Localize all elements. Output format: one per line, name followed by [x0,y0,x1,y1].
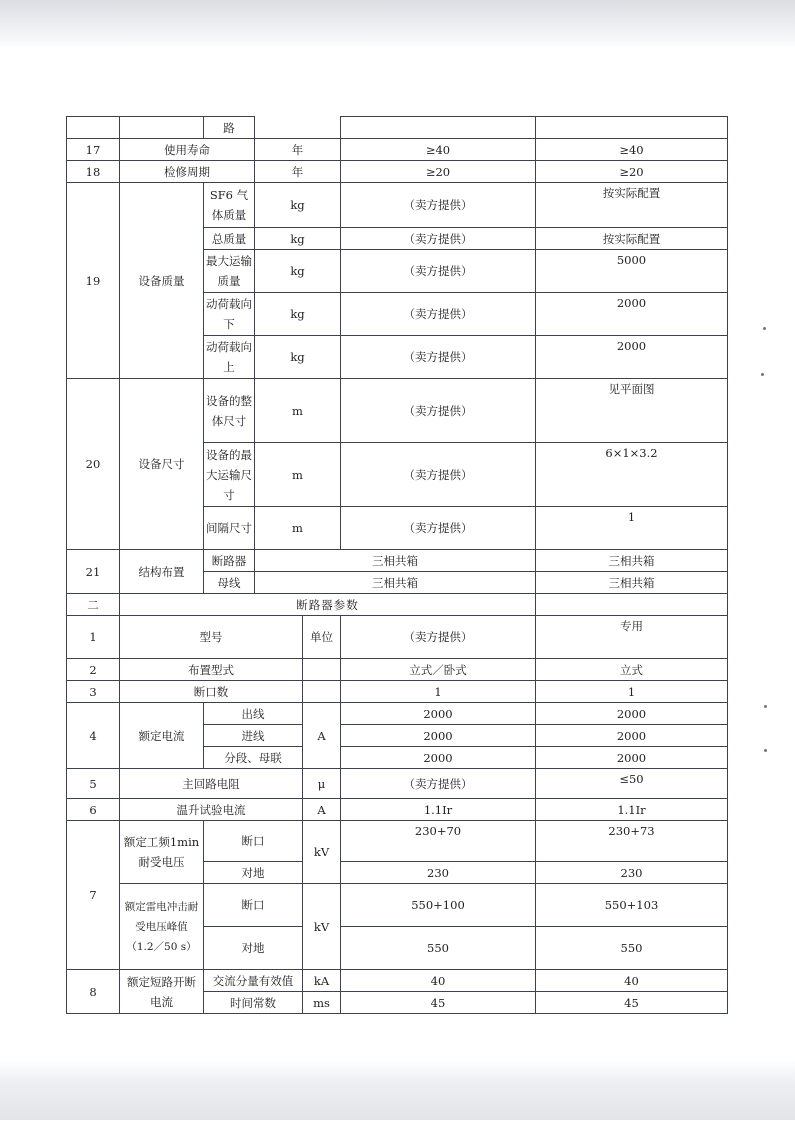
required-value: （卖方提供） [341,293,536,336]
item-name: 额定电流 [120,703,204,769]
unit-cell: 年 [255,161,341,183]
required-value: 三相共箱 [255,572,536,594]
spec-table [66,116,728,1014]
sub-item-cell: 时间常数 [204,992,303,1014]
offered-value: 按实际配置 [536,183,728,228]
row-number: 21 [67,550,120,594]
offered-value: 230 [536,862,728,884]
sub-item-cell: 母线 [204,572,255,594]
unit-cell: kg [255,293,341,336]
table-row [67,884,728,927]
table-row [67,769,728,799]
table-row [67,659,728,681]
unit-cell: kg [255,336,341,379]
required-value: 45 [341,992,536,1014]
row-number: 19 [67,183,120,379]
sub-item-cell: 路 [204,117,255,139]
required-value: 三相共箱 [255,550,536,572]
row-number: 5 [67,769,120,799]
table-row [67,161,728,183]
unit-cell: 年 [255,139,341,161]
item-name: 断口数 [120,681,303,703]
row-number: 7 [67,821,120,970]
item-name: 检修周期 [120,161,255,183]
group-label: 额定工频1min耐受电压 [120,821,204,884]
offered-value: 2000 [536,336,728,379]
offered-value: 三相共箱 [536,572,728,594]
required-value: ≥40 [341,139,536,161]
offered-value: 45 [536,992,728,1014]
offered-value: 6×1×3.2 [536,443,728,507]
scan-speck [764,749,767,752]
sub-item-cell: 最大运输质量 [204,250,255,293]
table-row [67,139,728,161]
sub-item-cell: 对地 [204,927,303,970]
unit-cell [303,659,341,681]
unit-cell: m [255,507,341,550]
unit-cell: A [303,703,341,769]
cell-empty [67,117,120,139]
scan-speck [763,327,766,330]
table-row [67,183,728,228]
offered-value: 1 [536,507,728,550]
offered-value: 2000 [536,293,728,336]
required-value: （卖方提供） [341,250,536,293]
item-name: 使用寿命 [120,139,255,161]
table-row [67,799,728,821]
offered-value: 见平面图 [536,379,728,443]
row-number: 4 [67,703,120,769]
offered-value: 550+103 [536,884,728,927]
scan-top-band [0,0,795,48]
unit-cell: μ [303,769,341,799]
sub-item-cell: 断口 [204,821,303,862]
offered-value: 40 [536,970,728,992]
unit-cell: m [255,379,341,443]
offered-value: 专用 [536,616,728,659]
item-name: 额定短路开断电流 [120,970,204,1014]
table-row [67,117,728,139]
row-number: 17 [67,139,120,161]
item-name: 布置型式 [120,659,303,681]
item-name: 温升试验电流 [120,799,303,821]
item-name: 设备尺寸 [120,379,204,550]
offered-value: 5000 [536,250,728,293]
offered-value: 2000 [536,703,728,725]
offered-value: ≤50 [536,769,728,799]
item-name: 设备质量 [120,183,204,379]
table-row [67,681,728,703]
required-value: （卖方提供） [341,183,536,228]
group-label: 额定雷电冲击耐受电压峰值（1.2／50 s） [120,884,204,970]
required-value: （卖方提供） [341,336,536,379]
row-number: 8 [67,970,120,1014]
sub-item-cell: 间隔尺寸 [204,507,255,550]
row-number: 6 [67,799,120,821]
unit-cell: m [255,443,341,507]
cell-empty [255,117,341,139]
offered-value: 1 [536,681,728,703]
cell-empty [536,594,728,616]
required-value: （卖方提供） [341,379,536,443]
required-value: 1.1Ir [341,799,536,821]
unit-cell: ms [303,992,341,1014]
row-number: 1 [67,616,120,659]
required-value: （卖方提供） [341,228,536,250]
offered-value: 1.1Ir [536,799,728,821]
required-value: ≥20 [341,161,536,183]
sub-item-cell: 设备的整体尺寸 [204,379,255,443]
section-number: 二 [67,594,120,616]
required-value: 40 [341,970,536,992]
section-title: 断路器参数 [120,594,536,616]
table-row [67,703,728,725]
required-value: 230 [341,862,536,884]
unit-cell: A [303,799,341,821]
sub-item-cell: 总质量 [204,228,255,250]
unit-cell: kA [303,970,341,992]
scan-speck [761,373,764,376]
offered-value: 2000 [536,747,728,769]
cell-empty [341,117,536,139]
required-value: 2000 [341,703,536,725]
required-value: 1 [341,681,536,703]
required-value: 2000 [341,725,536,747]
unit-cell: kV [303,821,341,884]
table-row [67,821,728,862]
sub-item-cell: SF6 气体质量 [204,183,255,228]
offered-value: 三相共箱 [536,550,728,572]
unit-cell [303,681,341,703]
offered-value: ≥20 [536,161,728,183]
sub-item-cell: 动荷载向下 [204,293,255,336]
item-name: 结构布置 [120,550,204,594]
table-row [67,550,728,572]
table-row [67,970,728,992]
table-row [67,379,728,443]
unit-cell: kg [255,183,341,228]
required-value: 立式／卧式 [341,659,536,681]
sub-item-cell: 设备的最大运输尺寸 [204,443,255,507]
unit-cell: kV [303,884,341,970]
offered-value: 立式 [536,659,728,681]
section-header-row [67,594,728,616]
offered-value: 550 [536,927,728,970]
row-number: 2 [67,659,120,681]
sub-item-cell: 进线 [204,725,303,747]
sub-item-cell: 出线 [204,703,303,725]
row-number: 18 [67,161,120,183]
required-value: （卖方提供） [341,616,536,659]
table-row [67,616,728,659]
item-name: 主回路电阻 [120,769,303,799]
sub-item-cell: 对地 [204,862,303,884]
offered-value: 230+73 [536,821,728,862]
required-value: （卖方提供） [341,769,536,799]
required-value: 550+100 [341,884,536,927]
sub-item-cell: 断口 [204,884,303,927]
sub-item-cell: 交流分量有效值 [204,970,303,992]
scan-speck [764,705,767,708]
sub-item-cell: 分段、母联 [204,747,303,769]
required-value: 2000 [341,747,536,769]
scan-bottom-band [0,1060,795,1120]
required-value: 230+70 [341,821,536,862]
offered-value: 2000 [536,725,728,747]
offered-value: 按实际配置 [536,228,728,250]
unit-cell: 单位 [303,616,341,659]
sub-item-cell: 断路器 [204,550,255,572]
required-value: （卖方提供） [341,443,536,507]
row-number: 20 [67,379,120,550]
item-name: 型号 [120,616,303,659]
sub-item-cell: 动荷载向上 [204,336,255,379]
unit-cell: kg [255,250,341,293]
unit-cell: kg [255,228,341,250]
offered-value: ≥40 [536,139,728,161]
row-number: 3 [67,681,120,703]
required-value: 550 [341,927,536,970]
cell-empty [536,117,728,139]
required-value: （卖方提供） [341,507,536,550]
cell-empty [120,117,204,139]
